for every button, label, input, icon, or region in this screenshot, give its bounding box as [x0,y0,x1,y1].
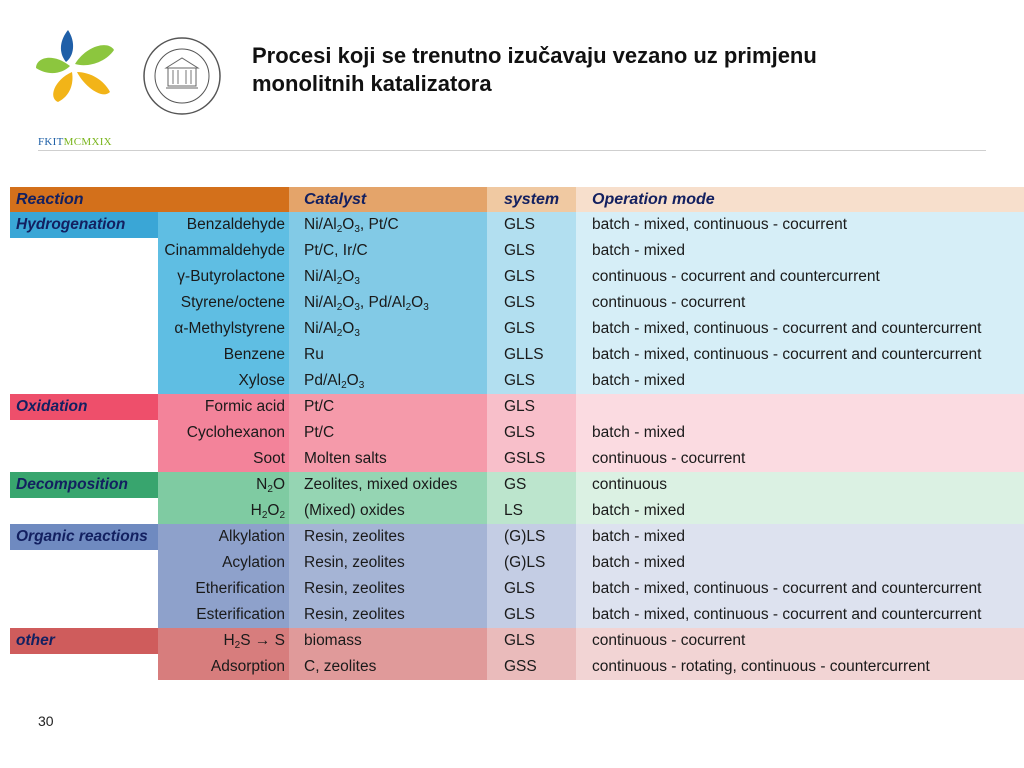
header-reaction: Reaction [10,187,158,212]
catalyst-cell [289,550,487,576]
substrate-cell-text: Xylose [238,372,285,389]
operation-mode-cell: batch - mixed [576,368,1024,394]
reaction-cell: Organic reactions [10,524,158,550]
catalyst-cell-text: Resin, zeolites [304,580,405,597]
catalyst-cell [289,264,487,290]
substrate-cell-text: $N_2O$ [256,475,285,495]
catalyst-cell [289,238,487,264]
substrate-cell [158,368,289,394]
substrate-cell [158,524,289,550]
substrate-cell-text: Styrene/octene [180,294,285,311]
substrate-cell-text: Adsorption [210,658,285,675]
catalyst-cell-text: Pt/C [304,424,335,441]
operation-mode-cell: batch - mixed, continuous - cocurrent and countercurrent [576,316,1024,342]
page-number: 30 [38,713,54,729]
reaction-cell [10,654,158,680]
system-cell: GLLS [487,342,576,368]
operation-mode-cell: batch - mixed [576,420,1024,446]
catalyst-cell [289,654,487,680]
substrate-cell [158,654,289,680]
substrate-cell-text: Formic acid [204,398,285,415]
table-row [10,316,1024,342]
substrate-cell [158,498,289,524]
substrate-cell-text: Esterification [196,606,285,623]
reaction-cell [10,264,158,290]
table-row [10,550,1024,576]
catalyst-cell-text: Resin, zeolites [304,606,405,623]
reaction-cell: Hydrogenation [10,212,158,238]
substrate-cell-text: γ-Butyrolactone [177,268,285,285]
table-row [10,602,1024,628]
reaction-cell [10,316,158,342]
catalyst-cell-text: Zeolites, mixed oxides [304,476,458,493]
reaction-cell [10,576,158,602]
catalyst-cell-text: (Mixed) oxides [304,502,405,519]
catalyst-cell [289,394,487,420]
university-seal [142,36,222,116]
reaction-cell [10,498,158,524]
substrate-cell-text: Cyclohexanon [186,424,285,441]
operation-mode-cell: batch - mixed, continuous - cocurrent and countercurrent [576,576,1024,602]
header-operation-mode: Operation mode [576,187,1024,212]
catalyst-cell-text: Ru [304,346,324,363]
substrate-cell [158,420,289,446]
operation-mode-cell: continuous [576,472,1024,498]
fkit-logo-mark [30,22,122,122]
substrate-cell [158,602,289,628]
table-row [10,264,1024,290]
reaction-cell: other [10,628,158,654]
logo-caption-year: MCMXIX [63,136,112,148]
reaction-cell [10,238,158,264]
catalyst-cell-text: biomass [304,632,362,649]
substrate-cell [158,264,289,290]
substrate-cell [158,316,289,342]
header-substrate [158,187,289,212]
catalyst-cell-text: Pt/C, Ir/C [304,242,368,259]
reaction-cell [10,342,158,368]
table-row [10,498,1024,524]
operation-mode-cell: batch - mixed [576,524,1024,550]
system-cell: GLS [487,264,576,290]
operation-mode-cell: continuous - cocurrent [576,628,1024,654]
system-cell: GLS [487,368,576,394]
table-row [10,472,1024,498]
reaction-cell [10,290,158,316]
catalyst-cell-text: Pt/C [304,398,335,415]
table-header-row [10,187,1024,212]
substrate-cell-text: Cinammaldehyde [164,242,285,259]
catalyst-cell [289,290,487,316]
catalyst-cell-text: Resin, zeolites [304,554,405,571]
system-cell: (G)LS [487,550,576,576]
system-cell: GLS [487,420,576,446]
substrate-cell [158,290,289,316]
table-body [10,212,1024,680]
operation-mode-cell: batch - mixed, continuous - cocurrent and countercurrent [576,342,1024,368]
substrate-cell-text: Alkylation [218,528,285,545]
table-row [10,576,1024,602]
catalyst-cell [289,342,487,368]
catalyst-cell [289,472,487,498]
substrate-cell-text: Soot [253,450,285,467]
system-cell: GLS [487,394,576,420]
substrate-cell-text: Benzaldehyde [186,216,285,233]
operation-mode-cell: continuous - rotating, continuous - countercurrent [576,654,1024,680]
substrate-cell-text: α-Methylstyrene [174,320,285,337]
catalyst-cell-text: $Ni/Al_2O_3$, Pt/C [304,215,399,235]
operation-mode-cell [576,394,1024,420]
header-system: system [487,187,576,212]
title-divider [38,150,986,151]
operation-mode-cell: batch - mixed [576,498,1024,524]
table-row [10,524,1024,550]
table-row [10,654,1024,680]
slide-title: Procesi koji se trenutno izučavaju vezano uz primjenu monolitnih katalizatora [252,43,817,96]
catalyst-cell [289,446,487,472]
operation-mode-cell: continuous - cocurrent [576,446,1024,472]
substrate-cell [158,342,289,368]
reaction-cell [10,602,158,628]
system-cell: GSLS [487,446,576,472]
logo-caption [38,136,112,148]
fkit-logo [30,22,122,148]
catalyst-cell [289,524,487,550]
table-row [10,420,1024,446]
reaction-cell [10,446,158,472]
substrate-cell [158,212,289,238]
system-cell: GSS [487,654,576,680]
table-row [10,290,1024,316]
table-row [10,394,1024,420]
substrate-cell [158,576,289,602]
table-row [10,628,1024,654]
table-row [10,212,1024,238]
reaction-cell [10,550,158,576]
system-cell: (G)LS [487,524,576,550]
table-row [10,368,1024,394]
catalyst-cell [289,212,487,238]
operation-mode-cell: batch - mixed, continuous - cocurrent and countercurrent [576,602,1024,628]
header-catalyst: Catalyst [289,187,487,212]
substrate-cell-text: Etherification [195,580,285,597]
table-row [10,446,1024,472]
table-row [10,238,1024,264]
substrate-cell-text: Acylation [222,554,285,571]
substrate-cell [158,628,289,654]
operation-mode-cell: batch - mixed [576,550,1024,576]
catalyst-cell-text: Resin, zeolites [304,528,405,545]
substrate-cell [158,446,289,472]
catalyst-cell-text: $Ni/Al_2O_3$ [304,267,360,287]
catalyst-cell [289,368,487,394]
system-cell: GLS [487,628,576,654]
reaction-cell: Decomposition [10,472,158,498]
system-cell: GLS [487,602,576,628]
catalyst-cell-text: $Pd/Al_2O_3$ [304,371,365,391]
substrate-cell [158,550,289,576]
catalyst-cell-text: C, zeolites [304,658,377,675]
reaction-cell [10,420,158,446]
catalyst-table [10,187,1024,680]
system-cell: GLS [487,290,576,316]
substrate-cell-text: Benzene [223,346,285,363]
system-cell: GLS [487,316,576,342]
table-row [10,342,1024,368]
system-cell: GS [487,472,576,498]
catalyst-cell [289,576,487,602]
catalyst-cell-text: $Ni/Al_2O_3$, $Pd/Al_2O_3$ [304,293,429,313]
substrate-cell-text: $H_2S \to S$ [223,631,285,651]
reaction-cell [10,368,158,394]
substrate-cell [158,394,289,420]
system-cell: LS [487,498,576,524]
operation-mode-cell: continuous - cocurrent and countercurrent [576,264,1024,290]
reaction-cell: Oxidation [10,394,158,420]
substrate-cell [158,472,289,498]
system-cell: GLS [487,576,576,602]
system-cell: GLS [487,238,576,264]
catalyst-cell [289,316,487,342]
operation-mode-cell: batch - mixed [576,238,1024,264]
catalyst-cell-text: $Ni/Al_2O_3$ [304,319,360,339]
operation-mode-cell: continuous - cocurrent [576,290,1024,316]
substrate-cell [158,238,289,264]
catalyst-cell [289,628,487,654]
operation-mode-cell: batch - mixed, continuous - cocurrent [576,212,1024,238]
catalyst-cell [289,498,487,524]
substrate-cell-text: $H_2O_2$ [250,501,285,521]
logo-caption-fkit: FKIT [38,136,64,148]
catalyst-cell [289,602,487,628]
system-cell: GLS [487,212,576,238]
catalyst-cell [289,420,487,446]
catalyst-cell-text: Molten salts [304,450,387,467]
